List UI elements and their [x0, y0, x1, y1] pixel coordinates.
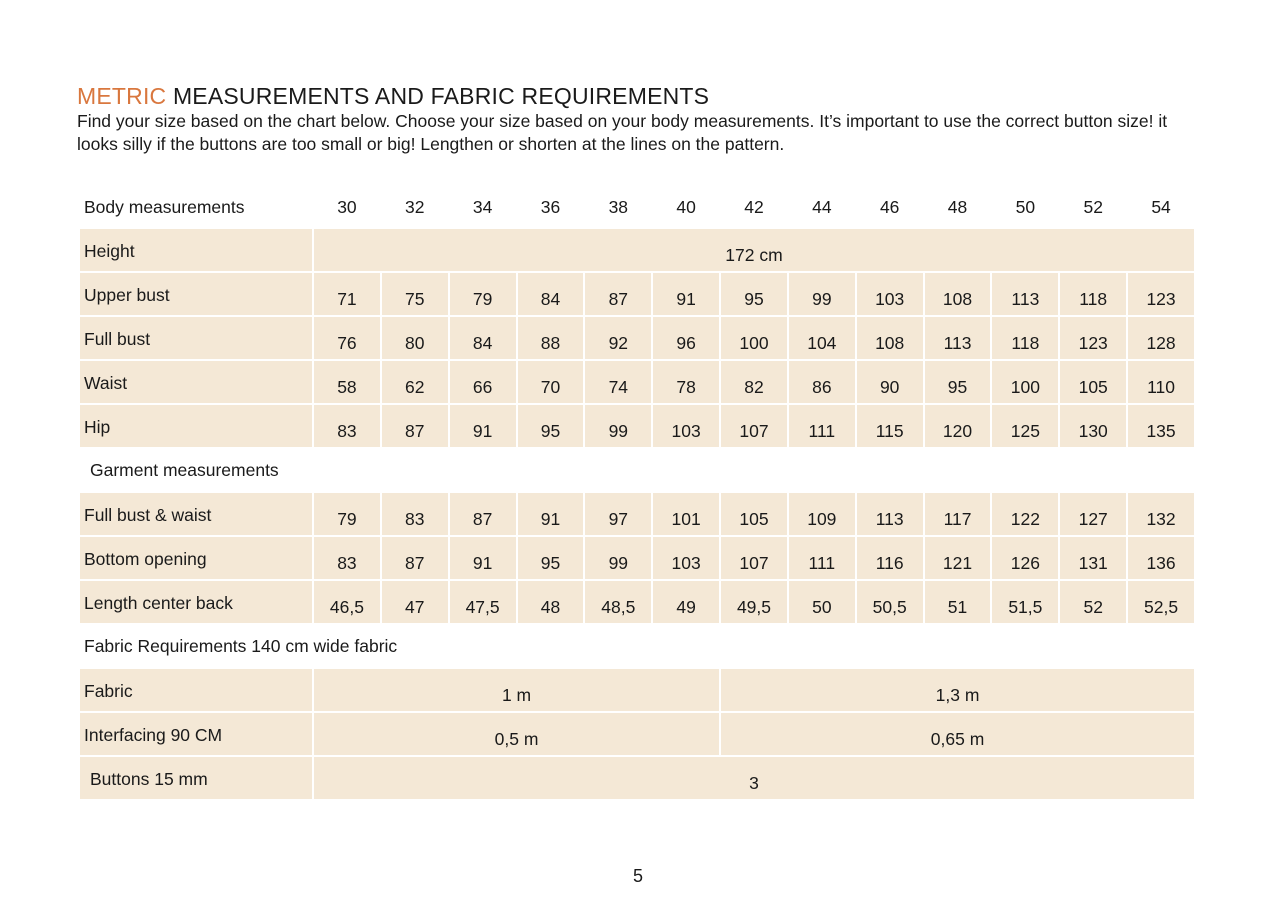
size-heading: 38 — [608, 196, 629, 217]
measurement-cell: 103 — [653, 537, 719, 579]
measurement-cell: 132 — [1128, 493, 1194, 535]
height-row — [80, 229, 1194, 271]
measurement-cell: 113 — [925, 317, 991, 359]
height-value: 172 cm — [314, 229, 1194, 271]
measurement-cell: 100 — [721, 317, 787, 359]
measurement-cell: 58 — [314, 361, 380, 403]
measurement-cell: 117 — [925, 493, 991, 535]
measurement-cell: 87 — [450, 493, 516, 535]
measurement-cell: 115 — [857, 405, 923, 447]
measurement-cell: 103 — [857, 273, 923, 315]
garment-measurement-row — [80, 581, 1194, 623]
row-label: Fabric — [80, 669, 312, 711]
large-sizes-value: 0,65 m — [721, 713, 1194, 755]
measurement-cell: 49 — [653, 581, 719, 623]
row-label: Height — [80, 229, 312, 271]
measurement-cell: 83 — [382, 493, 448, 535]
measurement-cell: 95 — [925, 361, 991, 403]
measurement-cell: 130 — [1060, 405, 1126, 447]
measurement-cell: 74 — [585, 361, 651, 403]
measurement-cell: 86 — [789, 361, 855, 403]
measurement-cell: 118 — [992, 317, 1058, 359]
measurement-cell: 51 — [925, 581, 991, 623]
measurement-cell: 90 — [857, 361, 923, 403]
row-label: Upper bust — [80, 273, 312, 315]
small-sizes-value: 1 m — [314, 669, 719, 711]
measurement-cell: 71 — [314, 273, 380, 315]
measurement-cell: 99 — [585, 405, 651, 447]
size-heading: 42 — [744, 196, 764, 217]
row-label: Bottom opening — [80, 537, 312, 579]
body-measurement-row — [80, 273, 1194, 315]
title-accent: METRIC — [77, 83, 167, 109]
measurement-cell: 52 — [1060, 581, 1126, 623]
measurement-cell: 121 — [925, 537, 991, 579]
size-heading: 36 — [540, 196, 561, 217]
measurement-cell: 76 — [314, 317, 380, 359]
fabric-requirements-heading-row — [80, 625, 1194, 667]
measurement-cell: 95 — [518, 405, 584, 447]
measurement-cell: 116 — [857, 537, 923, 579]
measurement-cell: 131 — [1060, 537, 1126, 579]
body-measurements-heading: Body measurements — [84, 196, 245, 217]
measurement-cell: 111 — [789, 537, 855, 579]
measurement-cell: 87 — [382, 537, 448, 579]
measurement-cell: 128 — [1128, 317, 1194, 359]
measurement-cell: 91 — [518, 493, 584, 535]
row-label: Length center back — [80, 581, 312, 623]
measurement-cell: 92 — [585, 317, 651, 359]
measurement-cell: 113 — [857, 493, 923, 535]
measurement-cell: 50,5 — [857, 581, 923, 623]
body-measurement-row — [80, 317, 1194, 359]
measurement-cell: 84 — [450, 317, 516, 359]
measurement-cell: 99 — [585, 537, 651, 579]
measurement-cell: 95 — [721, 273, 787, 315]
measurement-cell: 51,5 — [992, 581, 1058, 623]
page-number: 5 — [632, 866, 643, 886]
row-label: Waist — [80, 361, 312, 403]
small-sizes-value: 0,5 m — [314, 713, 719, 755]
size-heading: 52 — [1083, 196, 1103, 217]
measurement-cell: 47,5 — [450, 581, 516, 623]
body-measurement-row — [80, 405, 1194, 447]
measurement-cell: 84 — [518, 273, 584, 315]
measurement-cell: 80 — [382, 317, 448, 359]
measurement-cell: 120 — [925, 405, 991, 447]
measurement-cell: 126 — [992, 537, 1058, 579]
measurement-cell: 97 — [585, 493, 651, 535]
size-chart-table — [78, 185, 1196, 801]
size-heading: 44 — [812, 196, 832, 217]
measurement-cell: 48 — [518, 581, 584, 623]
measurement-cell: 111 — [789, 405, 855, 447]
interfacing-row — [80, 713, 1194, 755]
intro-text: Find your size based on the chart below. Choose your size based on your body measurements. It’s important to use the correct button size! it looks silly if the buttons are too small or big! Lengthen or shorten at the lines on the pattern. — [77, 111, 1168, 154]
garment-measurement-row — [80, 493, 1194, 535]
measurement-cell: 123 — [1060, 317, 1126, 359]
page-title — [77, 83, 709, 110]
measurement-cell: 82 — [721, 361, 787, 403]
buttons-row — [80, 757, 1194, 799]
garment-measurement-row — [80, 537, 1194, 579]
row-label: Full bust & waist — [80, 493, 312, 535]
large-sizes-value: 1,3 m — [721, 669, 1194, 711]
measurement-cell: 95 — [518, 537, 584, 579]
measurement-cell: 96 — [653, 317, 719, 359]
measurement-cell: 110 — [1128, 361, 1194, 403]
measurement-cell: 105 — [721, 493, 787, 535]
measurement-cell: 75 — [382, 273, 448, 315]
fabric-row — [80, 669, 1194, 711]
measurement-cell: 107 — [721, 405, 787, 447]
body-measurement-row — [80, 361, 1194, 403]
measurement-cell: 91 — [450, 405, 516, 447]
measurement-cell: 103 — [653, 405, 719, 447]
measurement-cell: 123 — [1128, 273, 1194, 315]
measurement-cell: 49,5 — [721, 581, 787, 623]
size-heading: 54 — [1151, 196, 1171, 217]
row-label: Interfacing 90 CM — [80, 713, 312, 755]
size-heading: 48 — [947, 196, 968, 217]
measurement-cell: 125 — [992, 405, 1058, 447]
title-rest: MEASUREMENTS AND FABRIC REQUIREMENTS — [166, 83, 710, 109]
measurement-cell: 83 — [314, 405, 380, 447]
row-label: Hip — [80, 405, 312, 447]
measurement-cell: 127 — [1060, 493, 1126, 535]
measurement-cell: 104 — [789, 317, 855, 359]
measurement-cell: 83 — [314, 537, 380, 579]
garment-measurements-heading-row — [80, 449, 1194, 491]
measurement-cell: 50 — [789, 581, 855, 623]
size-heading: 30 — [337, 196, 357, 217]
measurement-cell: 52,5 — [1128, 581, 1194, 623]
measurement-cell: 66 — [450, 361, 516, 403]
measurement-cell: 105 — [1060, 361, 1126, 403]
measurement-cell: 136 — [1128, 537, 1194, 579]
measurement-cell: 46,5 — [314, 581, 380, 623]
measurement-cell: 78 — [653, 361, 719, 403]
size-header-row — [80, 187, 1194, 227]
row-label: Buttons 15 mm — [80, 757, 312, 799]
row-label: Full bust — [80, 317, 312, 359]
measurement-cell: 108 — [857, 317, 923, 359]
measurement-cell: 100 — [992, 361, 1058, 403]
measurement-cell: 91 — [653, 273, 719, 315]
size-heading: 46 — [879, 196, 900, 217]
measurement-cell: 91 — [450, 537, 516, 579]
measurement-cell: 113 — [992, 273, 1058, 315]
measurement-cell: 70 — [518, 361, 584, 403]
measurement-cell: 79 — [450, 273, 516, 315]
fabric-requirements-heading: Fabric Requirements 140 cm wide fabric — [84, 635, 398, 656]
measurement-cell: 88 — [518, 317, 584, 359]
measurement-cell: 62 — [382, 361, 448, 403]
measurement-cell: 87 — [382, 405, 448, 447]
size-heading: 32 — [405, 196, 425, 217]
measurement-cell: 109 — [789, 493, 855, 535]
measurement-cell: 48,5 — [585, 581, 651, 623]
size-heading: 50 — [1015, 196, 1036, 217]
measurement-cell: 47 — [382, 581, 448, 623]
measurement-cell: 118 — [1060, 273, 1126, 315]
measurement-cell: 79 — [314, 493, 380, 535]
measurement-cell: 101 — [653, 493, 719, 535]
measurement-cell: 135 — [1128, 405, 1194, 447]
measurement-cell: 87 — [585, 273, 651, 315]
size-heading: 34 — [472, 196, 493, 217]
garment-measurements-heading: Garment measurements — [90, 459, 279, 480]
measurement-cell: 99 — [789, 273, 855, 315]
measurement-cell: 122 — [992, 493, 1058, 535]
measurement-cell: 108 — [925, 273, 991, 315]
buttons-value: 3 — [314, 757, 1194, 799]
measurement-cell: 107 — [721, 537, 787, 579]
size-heading: 40 — [676, 196, 696, 217]
